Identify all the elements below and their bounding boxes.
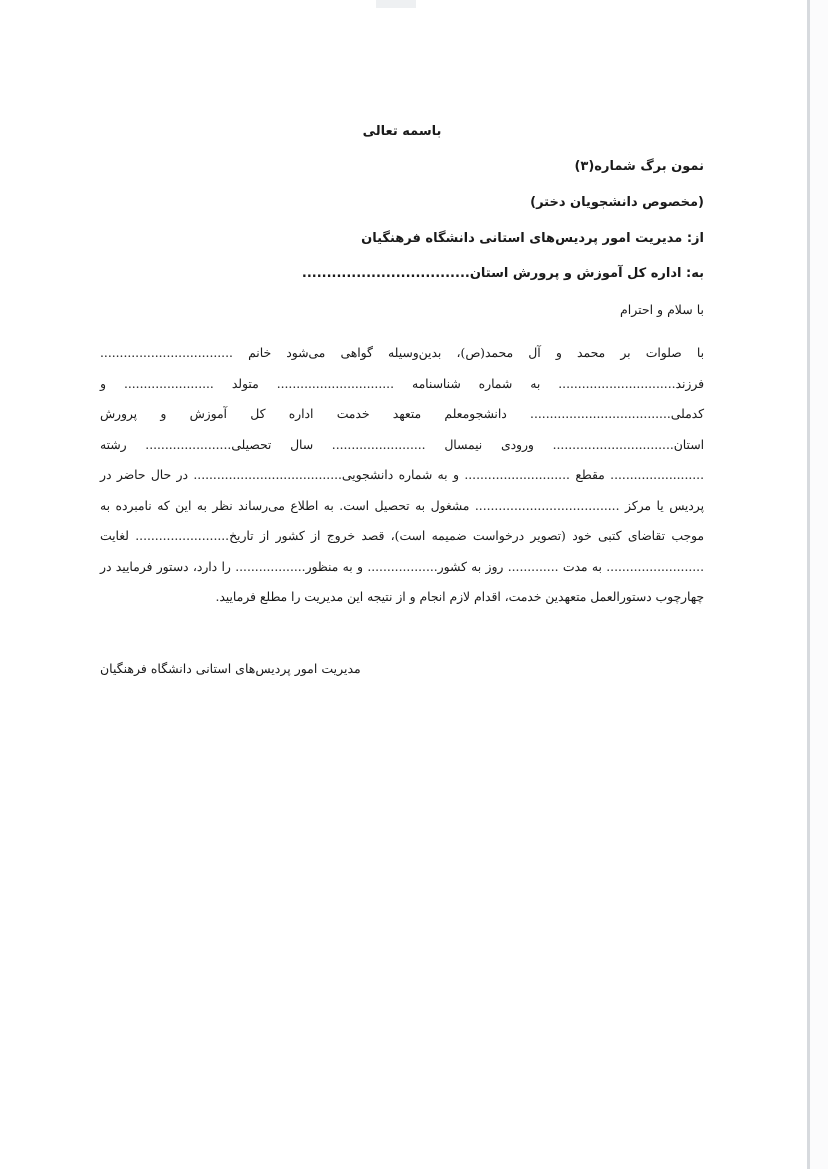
invocation-heading: باسمه تعالی xyxy=(362,124,442,139)
form-number-heading: نمون برگ شماره(۳) xyxy=(574,159,704,174)
to-line: به: اداره کل آموزش و پرورش استان.................................. xyxy=(301,266,704,281)
from-line: از: مدیریت امور پردیس‌های استانی دانشگاه فرهنگیان xyxy=(361,231,704,246)
salutation: با سلام و احترام xyxy=(620,302,704,317)
signature-block: مدیریت امور پردیس‌های استانی دانشگاه فرهنگیان xyxy=(100,661,361,676)
letter-page xyxy=(100,0,704,1169)
letter-body: با صلوات بر محمد و آل محمد(ص)، بدین‌وسیله گواهی می‌شود خانم .................................. فرزند.............................. به شماره شناسنامه .............................. متولد ....................... و کدملی.................................... دانشجومعلم متعهد خدمت اداره کل آموزش و پرورش استان............................... ورودی نیمسال ........................ سال تحصیلی...................... رشته ........................ مقطع ........................... و به شماره دانشجویی...................................... در حال حاضر در پردیس یا مرکز ..................................... مشغول به تحصیل است. به اطلاع می‌رساند نظر به این که نامبرده به موجب تقاضای کتبی خود (تصویر درخواست ضمیمه است)، قصد خروج از کشور از تاریخ........................ لغایت ......................... به مدت ............. روز به کشور.................. و به منظور.................. را دارد، دستور فرمایید در چهارچوب دستورالعمل متعهدین خدمت، اقدام لازم انجام و از نتیجه این مدیریت را مطلع فرمایید. xyxy=(100,346,704,604)
scan-margin-shade xyxy=(810,0,828,1169)
scan-page-edge xyxy=(807,0,810,1169)
audience-heading: (مخصوص دانشجویان دختر) xyxy=(530,195,704,210)
